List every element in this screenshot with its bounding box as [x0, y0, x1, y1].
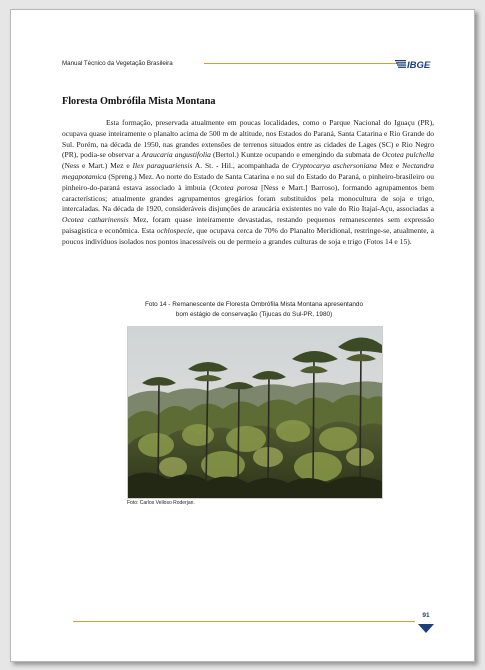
photo-credit: Foto: Carlos Velloso Roderjan.: [127, 500, 195, 506]
page-number: 91: [422, 612, 430, 619]
species-name: Ilex paraguariensis: [132, 161, 193, 171]
species-name: Nectandra megapotamica: [62, 161, 434, 181]
logo-stripes: [395, 60, 406, 68]
figure-caption: [104, 300, 404, 320]
species-name: Ocotea porosa: [211, 182, 258, 192]
species-name: Ocotea pulchella: [381, 150, 434, 160]
caption-line-1: Foto 14 - Remanescente de Floresta Ombrófila Mista Montana apresentando: [144, 301, 364, 308]
section-title: Floresta Ombrófila Mista Montana: [62, 96, 216, 107]
page-marker-icon: [417, 621, 435, 631]
running-header: Manual Técnico da Vegetação Brasileira: [62, 60, 173, 67]
footer-rule: [73, 621, 415, 622]
ibge-logo: [395, 57, 435, 68]
species-name: Cryptocarya aschersoniana: [291, 161, 377, 171]
logo-text: IBGE: [407, 60, 431, 70]
species-name: Ocotea catharinensis: [62, 215, 129, 225]
species-name: Araucaria angustifolia: [141, 150, 211, 160]
species-name: ochlospecie: [156, 225, 193, 235]
header-rule: [204, 63, 398, 64]
caption-line-2: bom estágio de conservação (Tijucas do Sul-PR, 1980): [175, 311, 333, 318]
body-paragraph: Esta formação, preservada atualmente em poucas localidades, como o Parque Nacional do Iguaçu (PR), ocupava quase inteiramente o planalto acima de 500 m de altitude, nos Estados do Paraná, Santa Catarina e Rio Grande do Sul. Porém, na década de 1950, nas grandes extensões de terrenos situados entre as cidades de Lages (SC) e Rio Negro (PR), podia-se observar a Araucaria angustifolia (Bertol.) Kuntze ocupando e emergindo da submata de Ocotea pulchella (Ness e Mart.) Mez e Ilex paraguariensis A. St. - Hil., acompanhada de Cryptocarya aschersoniana Mez e Nectandra megapotamica (Spreng.) Mez. Ao norte do Estado de Santa Catarina e no sul do Estado do Paraná, o pinheiro-brasileiro ou pinheiro-do-paraná estava associado à imbuia (Ocotea porosa [Ness e Mart.] Barroso), formando agrupamentos bem característicos; atualmente grandes agrupamentos gregários foram substituídos pela monocultura de soja e trigo, intercaladas. Na década de 1920, consideráveis disjunções de araucária existentes no vale do Rio Itajaí-Açu, associadas a Ocotea catharinensis Mez, foram quase inteiramente devastadas, restando pequenos remanescentes sem expressão paisagística e econômica. Esta ochlospecie, que ocupava cerca de 70% do Planalto Meridional, restringe-se, atualmente, a poucos indivíduos isolados nos pontos inacessíveis ou de permeio a grandes culturas de soja e trigo (Fotos 14 e 15).: [62, 118, 435, 246]
forest-photo: [127, 326, 383, 499]
document-page: [10, 9, 475, 662]
